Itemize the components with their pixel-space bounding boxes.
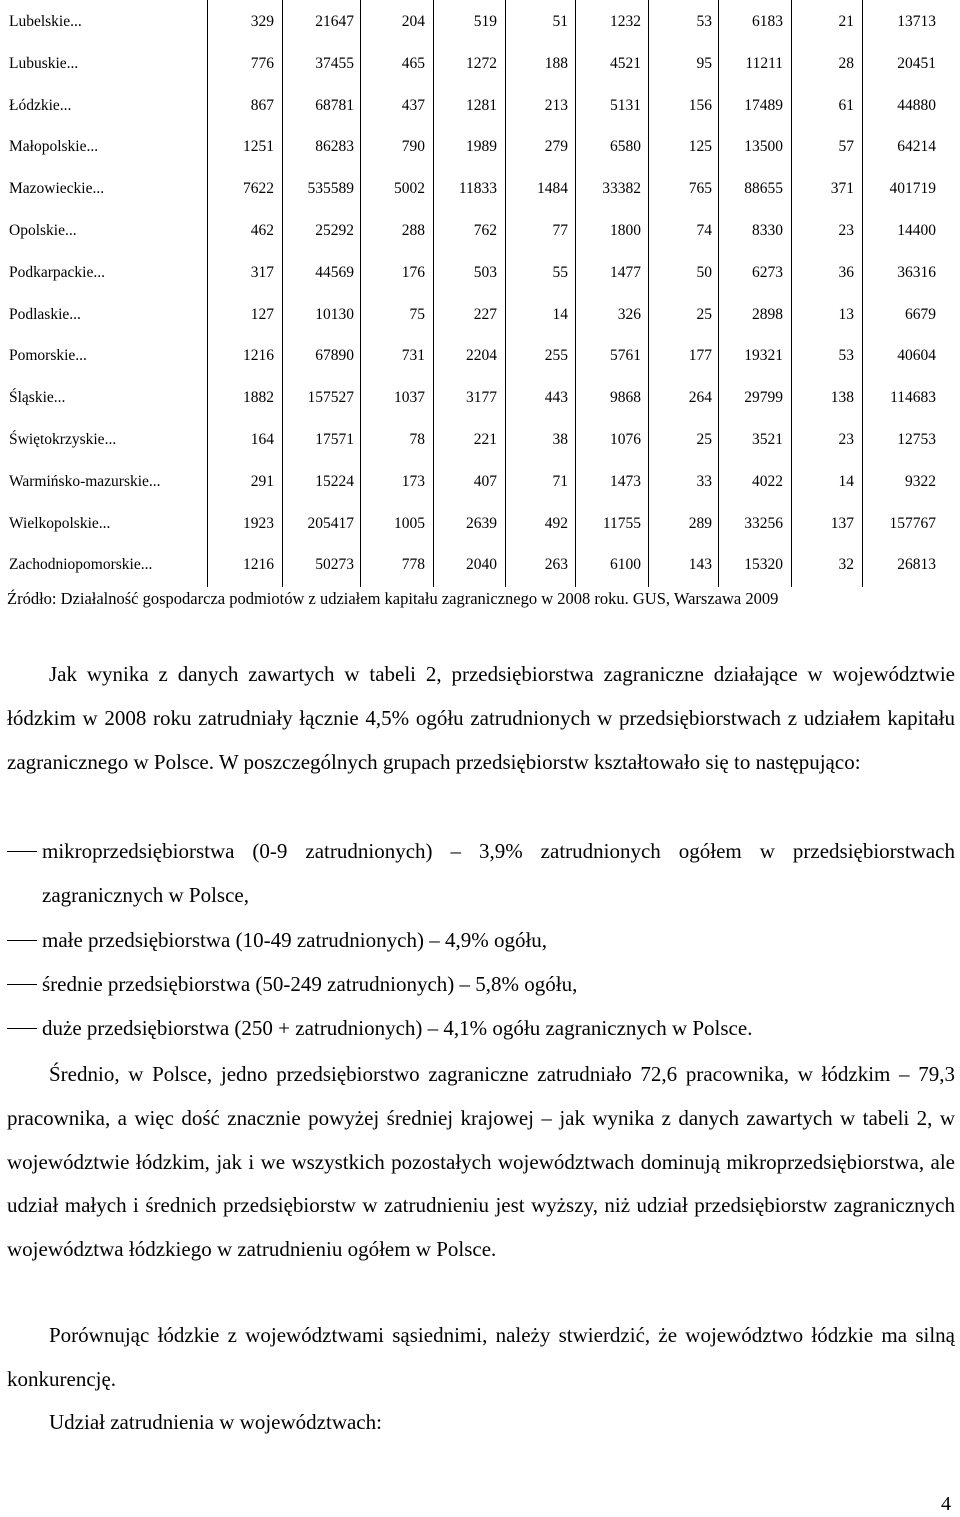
table-cell: 227 <box>473 305 497 323</box>
table-cell: 137 <box>830 514 854 532</box>
table-cell: 255 <box>544 347 568 365</box>
table-cell: 19321 <box>744 347 783 365</box>
table-cell: 731 <box>401 347 425 365</box>
column-divider <box>791 0 792 587</box>
table-cell: 44880 <box>897 96 936 114</box>
table-cell: 14 <box>552 305 568 323</box>
table-cell: 77 <box>552 221 568 239</box>
table-cell: 762 <box>473 221 497 239</box>
table-cell: 462 <box>250 221 274 239</box>
table-cell: 50 <box>696 263 712 281</box>
table-cell: 1923 <box>243 514 274 532</box>
table-cell: 51 <box>552 13 568 30</box>
region-name: Łódzkie... <box>9 96 72 114</box>
table-cell: 264 <box>688 389 712 407</box>
list-item-text: średnie przedsiębiorstwa (50-249 zatrudnionych) – 5,8% ogółu, <box>42 971 578 996</box>
table-cell: 4521 <box>610 54 641 72</box>
table-cell: 221 <box>473 430 497 448</box>
table-cell: 1232 <box>610 13 641 30</box>
table-cell: 401719 <box>889 180 936 198</box>
table-cell: 765 <box>688 180 712 198</box>
table-cell: 53 <box>838 347 854 365</box>
table-cell: 519 <box>473 13 497 30</box>
table-cell: 138 <box>830 389 854 407</box>
table-cell: 25 <box>696 430 712 448</box>
table-cell: 263 <box>544 556 568 574</box>
column-divider <box>575 0 576 587</box>
table-cell: 443 <box>544 389 568 407</box>
table-row <box>0 125 960 167</box>
table-cell: 33382 <box>602 180 641 198</box>
column-divider <box>718 0 719 587</box>
table-row <box>0 460 960 502</box>
table-row <box>0 502 960 544</box>
table-cell: 1477 <box>610 263 641 281</box>
table-cell: 14400 <box>897 221 936 239</box>
table-cell: 503 <box>473 263 497 281</box>
region-name: Małopolskie... <box>9 138 99 156</box>
table-cell: 1216 <box>243 347 274 365</box>
table-cell: 32 <box>838 556 854 574</box>
table-cell: 3177 <box>466 389 497 407</box>
regional-data-table <box>0 0 960 585</box>
table-row <box>0 42 960 84</box>
table-cell: 64214 <box>897 138 936 156</box>
table-cell: 74 <box>696 221 712 239</box>
table-cell: 288 <box>401 221 425 239</box>
table-cell: 61 <box>838 96 854 114</box>
region-name: Warmińsko-mazurskie... <box>9 472 161 490</box>
region-name: Lubuskie... <box>9 54 79 72</box>
table-cell: 5002 <box>394 180 425 198</box>
enterprise-size-list <box>7 829 955 1050</box>
table-cell: 21647 <box>315 13 354 30</box>
table-cell: 10130 <box>315 305 354 323</box>
table-cell: 492 <box>544 514 568 532</box>
dash-bullet <box>7 984 37 985</box>
table-cell: 1037 <box>394 389 425 407</box>
table-cell: 2898 <box>752 305 783 323</box>
table-cell: 71 <box>552 472 568 490</box>
region-name: Śląskie... <box>9 389 66 407</box>
column-divider <box>207 0 208 587</box>
table-cell: 11211 <box>745 54 783 72</box>
table-cell: 371 <box>830 180 854 198</box>
table-cell: 40604 <box>897 347 936 365</box>
table-row <box>0 293 960 335</box>
table-cell: 37455 <box>315 54 354 72</box>
table-cell: 36 <box>838 263 854 281</box>
table-cell: 289 <box>688 514 712 532</box>
table-cell: 125 <box>688 138 712 156</box>
table-cell: 326 <box>617 305 641 323</box>
table-cell: 1484 <box>537 180 568 198</box>
table-cell: 188 <box>544 54 568 72</box>
table-cell: 11833 <box>458 180 497 198</box>
paragraph-employment-share: Jak wynika z danych zawartych w tabeli 2, przedsiębiorstwa zagraniczne działające w województwie łódzkim w 2008 roku zatrudniały łącznie 4,5% ogółu zatrudnionych w przedsiębiorstwach z udziałem kapitału zagranicznego w Polsce. W poszczególnych grupach przedsiębiorstw kształtowało się to następująco: <box>7 662 955 774</box>
table-cell: 86283 <box>315 138 354 156</box>
table-cell: 33 <box>696 472 712 490</box>
table-cell: 176 <box>401 263 425 281</box>
table-row <box>0 167 960 209</box>
table-cell: 114683 <box>890 389 936 407</box>
table-cell: 50273 <box>315 556 354 574</box>
table-cell: 11755 <box>602 514 641 532</box>
table-cell: 38 <box>552 430 568 448</box>
table-cell: 53 <box>696 13 712 30</box>
table-cell: 143 <box>688 556 712 574</box>
table-cell: 1281 <box>466 96 497 114</box>
region-name: Podlaskie... <box>9 305 81 323</box>
table-cell: 437 <box>401 96 425 114</box>
table-cell: 1005 <box>394 514 425 532</box>
table-cell: 177 <box>688 347 712 365</box>
table-cell: 13 <box>838 305 854 323</box>
column-divider <box>648 0 649 587</box>
table-cell: 7622 <box>243 180 274 198</box>
table-cell: 407 <box>473 472 497 490</box>
table-cell: 5761 <box>610 347 641 365</box>
table-cell: 6183 <box>752 13 783 30</box>
table-cell: 465 <box>401 54 425 72</box>
table-cell: 157527 <box>307 389 354 407</box>
table-cell: 776 <box>250 54 274 72</box>
table-cell: 157767 <box>889 514 936 532</box>
table-cell: 55 <box>552 263 568 281</box>
column-divider <box>862 0 863 587</box>
table-cell: 6273 <box>752 263 783 281</box>
table-cell: 173 <box>401 472 425 490</box>
table-cell: 279 <box>544 138 568 156</box>
table-cell: 5131 <box>610 96 641 114</box>
dash-bullet <box>7 1028 37 1029</box>
table-row <box>0 0 960 42</box>
table-cell: 6580 <box>610 138 641 156</box>
table-cell: 6679 <box>905 305 936 323</box>
table-cell: 317 <box>250 263 274 281</box>
table-cell: 2040 <box>466 556 497 574</box>
region-name: Wielkopolskie... <box>9 514 111 532</box>
table-cell: 15224 <box>315 472 354 490</box>
table-cell: 44569 <box>315 263 354 281</box>
table-cell: 6100 <box>610 556 641 574</box>
table-row <box>0 209 960 251</box>
table-cell: 535589 <box>307 180 354 198</box>
table-cell: 75 <box>409 305 425 323</box>
table-cell: 12753 <box>897 430 936 448</box>
table-cell: 204 <box>401 13 425 30</box>
table-cell: 33256 <box>744 514 783 532</box>
table-cell: 2639 <box>466 514 497 532</box>
paragraph-average-employment: Średnio, w Polsce, jedno przedsiębiorstwo zagraniczne zatrudniało 72,6 pracownika, w łódzkim – 79,3 pracownika, a więc dość znacznie powyżej średniej krajowej – jak wynika z danych zawartych w tabeli 2, w województwie łódzkim, jak i we wszystkich pozostałych województwach dominują mikroprzedsiębiorstwa, ale udział małych i średnich przedsiębiorstw w zatrudnieniu jest wyższy, niż udział przedsiębiorstw zagranicznych województwa łódzkiego w zatrudnieniu ogółem w Polsce. <box>7 1062 955 1262</box>
table-cell: 14 <box>838 472 854 490</box>
table-cell: 17489 <box>744 96 783 114</box>
table-row <box>0 376 960 418</box>
table-cell: 778 <box>401 556 425 574</box>
dash-bullet <box>7 851 37 852</box>
table-cell: 1800 <box>610 221 641 239</box>
list-item-text: małe przedsiębiorstwa (10-49 zatrudnionych) – 4,9% ogółu, <box>42 927 548 952</box>
table-cell: 1216 <box>243 556 274 574</box>
table-cell: 13500 <box>744 138 783 156</box>
table-cell: 127 <box>250 305 274 323</box>
table-cell: 329 <box>250 13 274 30</box>
table-cell: 25292 <box>315 221 354 239</box>
table-cell: 88655 <box>744 180 783 198</box>
list-item-text: duże przedsiębiorstwa (250 + zatrudnionych) – 4,1% ogółu zagranicznych w Polsce. <box>42 1016 753 1041</box>
table-cell: 4022 <box>752 472 783 490</box>
region-name: Zachodniopomorskie... <box>9 556 153 574</box>
table-row <box>0 543 960 585</box>
table-cell: 67890 <box>315 347 354 365</box>
table-row <box>0 334 960 376</box>
region-name: Opolskie... <box>9 221 77 239</box>
table-source-note: Źródło: Działalność gospodarcza podmiotów z udziałem kapitału zagranicznego w 2008 roku. GUS, Warszawa 2009 <box>7 589 779 608</box>
column-divider <box>505 0 506 587</box>
table-cell: 1473 <box>610 472 641 490</box>
region-name: Pomorskie... <box>9 347 87 365</box>
table-cell: 156 <box>688 96 712 114</box>
table-cell: 17571 <box>315 430 354 448</box>
table-cell: 36316 <box>897 263 936 281</box>
table-cell: 1251 <box>243 138 274 156</box>
dash-bullet <box>7 940 37 941</box>
column-divider <box>433 0 434 587</box>
table-cell: 1272 <box>466 54 497 72</box>
table-cell: 23 <box>838 430 854 448</box>
table-cell: 1989 <box>466 138 497 156</box>
table-cell: 8330 <box>752 221 783 239</box>
paragraph-share-heading: Udział zatrudnienia w województwach: <box>49 1410 382 1434</box>
table-cell: 25 <box>696 305 712 323</box>
table-cell: 21 <box>838 13 854 30</box>
column-divider <box>360 0 361 587</box>
table-cell: 9868 <box>610 389 641 407</box>
table-row <box>0 251 960 293</box>
table-cell: 867 <box>250 96 274 114</box>
region-name: Lubelskie... <box>9 13 82 30</box>
table-cell: 1076 <box>610 430 641 448</box>
list-item <box>7 962 955 1006</box>
table-cell: 164 <box>250 430 274 448</box>
column-divider <box>282 0 283 587</box>
table-cell: 23 <box>838 221 854 239</box>
table-cell: 3521 <box>752 430 783 448</box>
paragraph-competition: Porównując łódzkie z województwami sąsiednimi, należy stwierdzić, że województwo łódzkie ma silną konkurencję. <box>7 1323 955 1391</box>
table-cell: 1882 <box>243 389 274 407</box>
table-cell: 28 <box>838 54 854 72</box>
table-cell: 2204 <box>466 347 497 365</box>
list-item <box>7 918 955 962</box>
list-item-text: mikroprzedsiębiorstwa (0-9 zatrudnionych) – 3,9% zatrudnionych ogółem w przedsiębiorstwach zagranicznych w Polsce, <box>42 839 955 908</box>
table-cell: 213 <box>544 96 568 114</box>
region-name: Świętokrzyskie... <box>9 430 117 448</box>
table-cell: 13713 <box>897 13 936 30</box>
list-item <box>7 1006 955 1050</box>
table-cell: 9322 <box>905 472 936 490</box>
table-row <box>0 418 960 460</box>
list-item <box>7 829 955 918</box>
region-name: Podkarpackie... <box>9 263 105 281</box>
region-name: Mazowieckie... <box>9 180 105 198</box>
table-cell: 205417 <box>307 514 354 532</box>
table-row <box>0 84 960 126</box>
page-number: 4 <box>941 1493 951 1515</box>
table-cell: 95 <box>696 54 712 72</box>
table-cell: 291 <box>250 472 274 490</box>
table-cell: 20451 <box>897 54 936 72</box>
table-cell: 29799 <box>744 389 783 407</box>
table-cell: 15320 <box>744 556 783 574</box>
table-cell: 68781 <box>315 96 354 114</box>
table-cell: 790 <box>401 138 425 156</box>
table-cell: 26813 <box>897 556 936 574</box>
table-cell: 78 <box>409 430 425 448</box>
table-cell: 57 <box>838 138 854 156</box>
